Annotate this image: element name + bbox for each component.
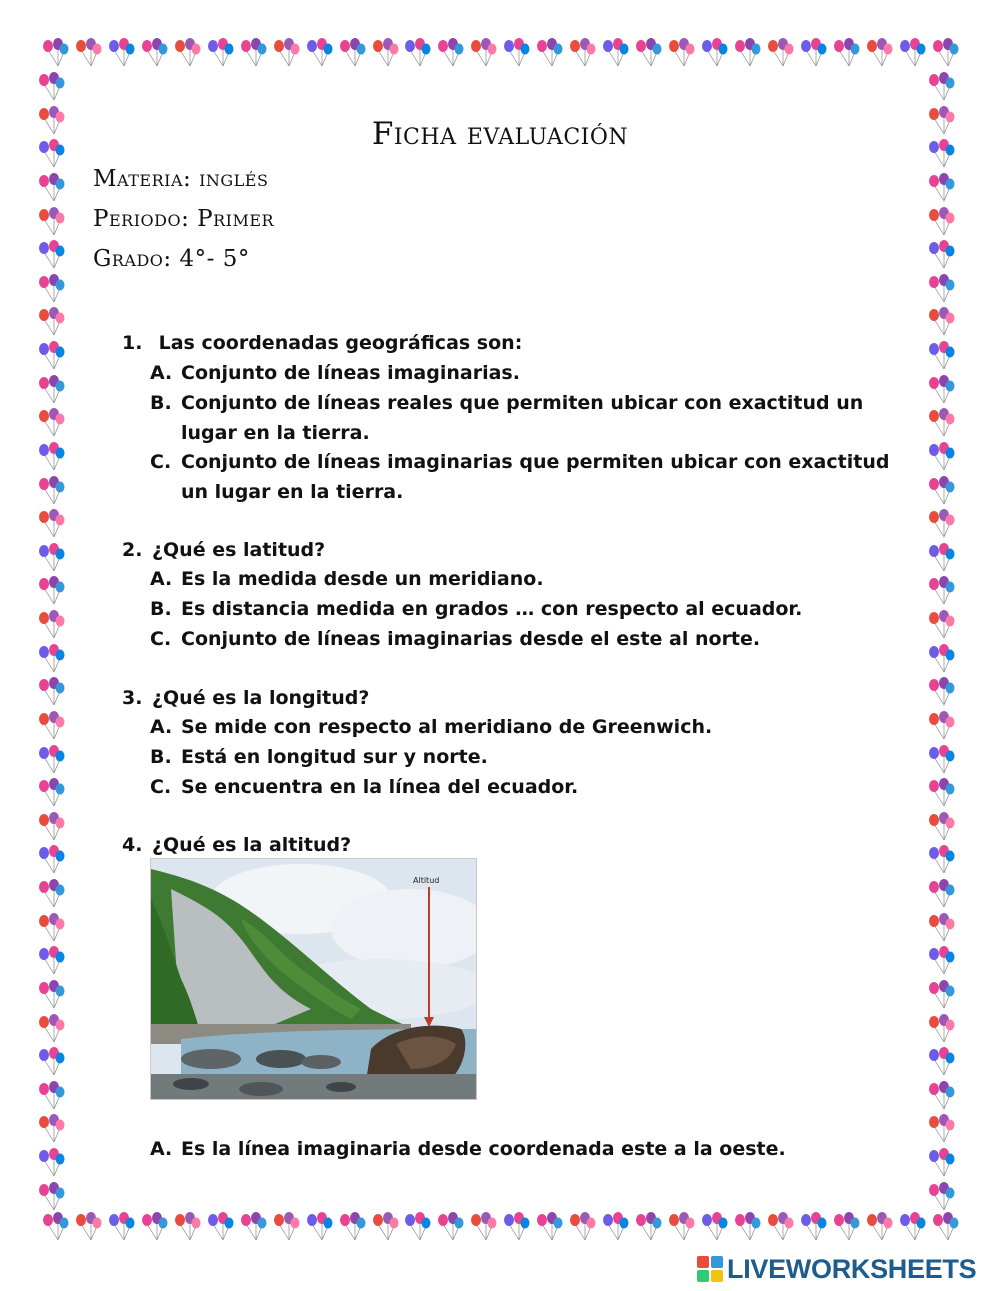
balloon-icon bbox=[36, 341, 66, 371]
question-number: 1. bbox=[122, 332, 143, 354]
balloon-icon bbox=[699, 1212, 729, 1242]
balloon-icon bbox=[633, 1212, 663, 1242]
option-letter: A. bbox=[150, 1138, 173, 1160]
balloon-icon bbox=[36, 845, 66, 875]
option-letter: C. bbox=[150, 628, 172, 650]
balloon-icon bbox=[666, 1212, 696, 1242]
balloon-icon bbox=[926, 946, 956, 976]
question-3-option-a[interactable] bbox=[150, 712, 900, 742]
balloon-icon bbox=[36, 1014, 66, 1044]
option-letter: A. bbox=[150, 716, 173, 738]
balloon-icon bbox=[73, 1212, 103, 1242]
balloon-icon bbox=[930, 38, 960, 68]
balloon-icon bbox=[732, 1212, 762, 1242]
balloon-icon bbox=[36, 543, 66, 573]
balloon-icon bbox=[106, 1212, 136, 1242]
balloon-icon bbox=[36, 644, 66, 674]
balloon-icon bbox=[926, 173, 956, 203]
balloon-icon bbox=[139, 1212, 169, 1242]
option-text: Es la medida desde un meridiano. bbox=[181, 568, 544, 590]
worksheet-title: Ficha evaluación bbox=[371, 116, 629, 152]
balloon-icon bbox=[926, 711, 956, 741]
balloon-icon bbox=[831, 1212, 861, 1242]
balloon-icon bbox=[926, 274, 956, 304]
balloon-icon bbox=[271, 1212, 301, 1242]
balloon-icon bbox=[36, 509, 66, 539]
balloon-icon bbox=[36, 173, 66, 203]
option-letter: B. bbox=[150, 392, 172, 414]
balloon-icon bbox=[926, 1182, 956, 1212]
balloon-icon bbox=[36, 1114, 66, 1144]
balloon-icon bbox=[699, 38, 729, 68]
balloon-icon bbox=[864, 1212, 894, 1242]
balloon-icon bbox=[36, 240, 66, 270]
balloon-icon bbox=[337, 1212, 367, 1242]
balloon-icon bbox=[897, 38, 927, 68]
question-2-option-c[interactable] bbox=[150, 624, 900, 654]
balloon-icon bbox=[567, 1212, 597, 1242]
option-text: Es la línea imaginaria desde coordenada este a la oeste. bbox=[181, 1138, 786, 1160]
balloon-icon bbox=[926, 207, 956, 237]
balloon-icon bbox=[139, 38, 169, 68]
question-text: ¿Qué es latitud? bbox=[152, 539, 326, 561]
balloon-icon bbox=[501, 1212, 531, 1242]
balloon-icon bbox=[40, 1212, 70, 1242]
balloon-icon bbox=[205, 1212, 235, 1242]
option-text: Es distancia medida en grados … con respecto al ecuador. bbox=[181, 598, 803, 620]
balloon-icon bbox=[468, 38, 498, 68]
balloon-icon bbox=[238, 38, 268, 68]
option-text: Conjunto de líneas reales que permiten ubicar con exactitud un lugar en la tierra. bbox=[181, 392, 864, 444]
balloon-icon bbox=[926, 543, 956, 573]
balloon-border-bottom bbox=[40, 1212, 960, 1246]
option-text: Está en longitud sur y norte. bbox=[181, 746, 488, 768]
balloon-icon bbox=[926, 812, 956, 842]
balloon-icon bbox=[534, 1212, 564, 1242]
balloon-icon bbox=[36, 207, 66, 237]
liveworksheets-logo[interactable] bbox=[697, 1255, 976, 1283]
balloon-icon bbox=[36, 946, 66, 976]
option-letter: C. bbox=[150, 776, 172, 798]
question-text: ¿Qué es la longitud? bbox=[152, 687, 370, 709]
balloon-icon bbox=[926, 913, 956, 943]
balloon-icon bbox=[926, 341, 956, 371]
option-text: Conjunto de líneas imaginarias. bbox=[181, 362, 520, 384]
balloon-icon bbox=[370, 1212, 400, 1242]
balloon-icon bbox=[926, 879, 956, 909]
balloon-icon bbox=[337, 38, 367, 68]
question-number: 2. bbox=[122, 539, 143, 561]
balloon-icon bbox=[765, 1212, 795, 1242]
balloon-icon bbox=[36, 812, 66, 842]
question-text: ¿Qué es la altitud? bbox=[152, 834, 352, 856]
question-3-option-b[interactable] bbox=[150, 742, 900, 772]
balloon-icon bbox=[864, 38, 894, 68]
balloon-icon bbox=[600, 1212, 630, 1242]
balloon-icon bbox=[926, 980, 956, 1010]
balloon-icon bbox=[402, 1212, 432, 1242]
balloon-icon bbox=[238, 1212, 268, 1242]
altitude-illustration bbox=[150, 858, 477, 1100]
balloon-icon bbox=[36, 375, 66, 405]
option-letter: B. bbox=[150, 746, 172, 768]
balloon-icon bbox=[36, 442, 66, 472]
balloon-icon bbox=[36, 745, 66, 775]
balloon-icon bbox=[36, 677, 66, 707]
balloon-icon bbox=[666, 38, 696, 68]
balloon-icon bbox=[205, 38, 235, 68]
balloon-icon bbox=[370, 38, 400, 68]
balloon-icon bbox=[36, 711, 66, 741]
balloon-icon bbox=[926, 509, 956, 539]
balloon-icon bbox=[435, 38, 465, 68]
balloon-icon bbox=[926, 72, 956, 102]
balloon-icon bbox=[831, 38, 861, 68]
balloon-icon bbox=[534, 38, 564, 68]
balloon-icon bbox=[435, 1212, 465, 1242]
balloon-icon bbox=[36, 576, 66, 606]
question-number: 4. bbox=[122, 834, 143, 856]
balloon-icon bbox=[798, 1212, 828, 1242]
balloon-icon bbox=[36, 476, 66, 506]
balloon-icon bbox=[732, 38, 762, 68]
question-1-option-b[interactable] bbox=[150, 388, 900, 448]
logo-text: LIVEWORKSHEETS bbox=[727, 1253, 977, 1284]
balloon-icon bbox=[271, 38, 301, 68]
option-text: Se mide con respecto al meridiano de Greenwich. bbox=[181, 716, 713, 738]
balloon-icon bbox=[926, 1047, 956, 1077]
option-text: Conjunto de líneas imaginarias desde el este al norte. bbox=[181, 628, 761, 650]
balloon-icon bbox=[501, 38, 531, 68]
balloon-icon bbox=[36, 1081, 66, 1111]
option-text: Conjunto de líneas imaginarias que permiten ubicar con exactitud un lugar en la tierra. bbox=[181, 451, 890, 503]
balloon-icon bbox=[36, 1047, 66, 1077]
balloon-icon bbox=[172, 38, 202, 68]
balloon-icon bbox=[36, 307, 66, 337]
option-letter: A. bbox=[150, 362, 173, 384]
altitude-label: Altitud bbox=[413, 876, 440, 885]
balloon-border-right bbox=[926, 72, 960, 1212]
balloon-icon bbox=[36, 980, 66, 1010]
balloon-icon bbox=[926, 576, 956, 606]
balloon-icon bbox=[600, 38, 630, 68]
balloon-icon bbox=[926, 745, 956, 775]
balloon-border-top bbox=[40, 38, 960, 72]
question-4-option-a[interactable] bbox=[150, 1134, 900, 1164]
balloon-icon bbox=[567, 38, 597, 68]
balloon-icon bbox=[36, 1148, 66, 1178]
balloon-icon bbox=[765, 38, 795, 68]
balloon-icon bbox=[926, 375, 956, 405]
balloon-icon bbox=[468, 1212, 498, 1242]
balloon-icon bbox=[897, 1212, 927, 1242]
balloon-icon bbox=[930, 1212, 960, 1242]
balloon-icon bbox=[926, 1148, 956, 1178]
balloon-icon bbox=[304, 38, 334, 68]
balloon-icon bbox=[926, 610, 956, 640]
balloon-icon bbox=[36, 879, 66, 909]
balloon-icon bbox=[926, 1114, 956, 1144]
question-2 bbox=[122, 535, 325, 565]
balloon-icon bbox=[926, 644, 956, 674]
balloon-icon bbox=[36, 610, 66, 640]
option-letter: C. bbox=[150, 451, 172, 473]
question-4 bbox=[122, 830, 351, 860]
question-3 bbox=[122, 683, 369, 713]
question-1-option-a[interactable] bbox=[150, 358, 900, 388]
balloon-icon bbox=[36, 1182, 66, 1212]
question-1-option-c[interactable] bbox=[150, 447, 900, 507]
question-3-option-c[interactable] bbox=[150, 772, 900, 802]
balloon-icon bbox=[36, 274, 66, 304]
balloon-icon bbox=[633, 38, 663, 68]
balloon-icon bbox=[36, 913, 66, 943]
liveworksheets-logo-icon bbox=[697, 1256, 723, 1282]
balloon-border-left bbox=[36, 72, 70, 1212]
balloon-icon bbox=[36, 778, 66, 808]
balloon-icon bbox=[926, 476, 956, 506]
option-letter: A. bbox=[150, 568, 173, 590]
question-2-option-b[interactable] bbox=[150, 594, 900, 624]
balloon-icon bbox=[926, 1081, 956, 1111]
balloon-icon bbox=[36, 72, 66, 102]
balloon-icon bbox=[73, 38, 103, 68]
balloon-icon bbox=[798, 38, 828, 68]
balloon-icon bbox=[926, 778, 956, 808]
subject-line: Materia: inglés bbox=[93, 166, 269, 192]
option-text: Se encuentra en la línea del ecuador. bbox=[181, 776, 579, 798]
balloon-icon bbox=[926, 307, 956, 337]
balloon-icon bbox=[402, 38, 432, 68]
balloon-icon bbox=[36, 408, 66, 438]
question-text: Las coordenadas geográficas son: bbox=[152, 332, 523, 354]
question-2-option-a[interactable] bbox=[150, 564, 900, 594]
period-line: Periodo: Primer bbox=[93, 206, 275, 232]
balloon-icon bbox=[926, 1014, 956, 1044]
balloon-icon bbox=[926, 845, 956, 875]
balloon-icon bbox=[172, 1212, 202, 1242]
balloon-icon bbox=[926, 408, 956, 438]
balloon-icon bbox=[926, 677, 956, 707]
balloon-icon bbox=[926, 442, 956, 472]
balloon-icon bbox=[106, 38, 136, 68]
question-number: 3. bbox=[122, 687, 143, 709]
balloon-icon bbox=[304, 1212, 334, 1242]
balloon-icon bbox=[926, 240, 956, 270]
question-1 bbox=[122, 328, 522, 358]
grade-line: Grado: 4°- 5° bbox=[93, 246, 250, 272]
option-letter: B. bbox=[150, 598, 172, 620]
balloon-icon bbox=[40, 38, 70, 68]
